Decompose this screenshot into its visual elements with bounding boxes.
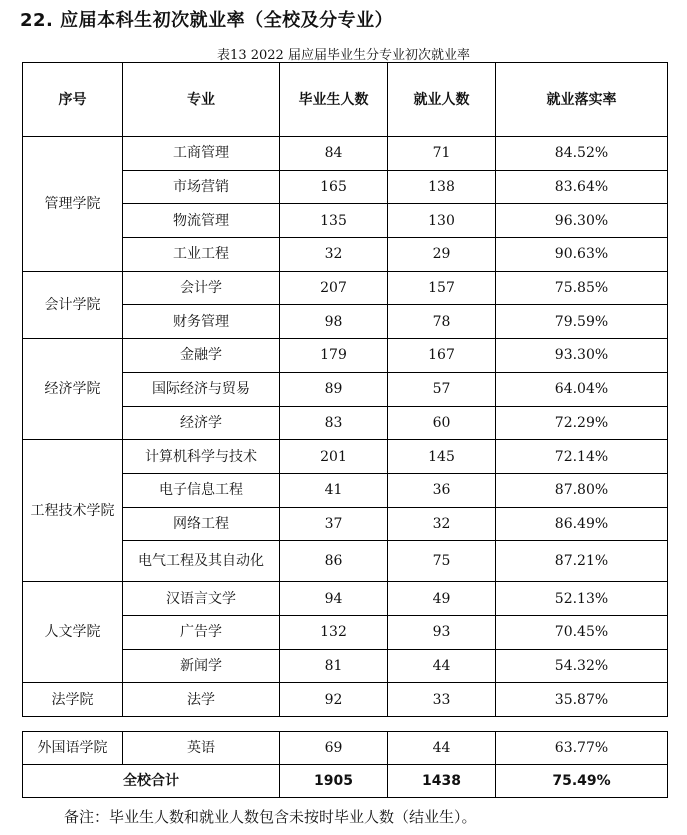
section-heading: 22. 应届本科生初次就业率（全校及分专业） [20,10,394,31]
major-cell: 经济学 [123,406,280,440]
graduates-cell: 98 [280,305,388,339]
summary-table [22,731,668,798]
major-cell: 广告学 [123,615,280,649]
rate-cell: 72.29% [496,406,668,440]
employed-cell: 60 [388,406,496,440]
total-label: 全校合计 [23,765,280,798]
graduates-cell: 89 [280,372,388,406]
rate-cell: 93.30% [496,339,668,373]
employed-cell: 130 [388,204,496,238]
major-cell: 物流管理 [123,204,280,238]
employed-cell: 145 [388,440,496,474]
total-graduates: 1905 [280,765,388,798]
rate-cell: 96.30% [496,204,668,238]
college-cell: 经济学院 [23,339,123,440]
major-cell: 金融学 [123,339,280,373]
rate-cell: 90.63% [496,238,668,272]
footnote: 备注：毕业生人数和就业人数包含未按时毕业人数（结业生）。 [64,808,477,826]
college-cell: 管理学院 [23,137,123,272]
rate-cell: 87.80% [496,473,668,507]
rate-cell: 52.13% [496,582,668,616]
graduates-cell: 135 [280,204,388,238]
major-cell: 电气工程及其自动化 [123,541,280,582]
graduates-cell: 201 [280,440,388,474]
rate-cell: 83.64% [496,170,668,204]
col-header-rate: 就业落实率 [496,63,668,137]
employed-cell: 78 [388,305,496,339]
employed-cell: 33 [388,683,496,717]
table-row [23,732,668,765]
college-cell: 法学院 [23,683,123,717]
graduates-cell: 179 [280,339,388,373]
employed-cell: 36 [388,473,496,507]
graduates-cell: 41 [280,473,388,507]
graduates-cell: 37 [280,507,388,541]
employed-cell: 75 [388,541,496,582]
graduates-cell: 84 [280,137,388,171]
major-cell: 财务管理 [123,305,280,339]
college-cell: 外国语学院 [23,732,123,765]
employed-cell: 57 [388,372,496,406]
major-cell: 新闻学 [123,649,280,683]
header-row [23,63,668,137]
col-header-employed: 就业人数 [388,63,496,137]
graduates-cell: 165 [280,170,388,204]
graduates-cell: 207 [280,271,388,305]
major-cell: 工商管理 [123,137,280,171]
graduates-cell: 81 [280,649,388,683]
employed-cell: 157 [388,271,496,305]
employed-cell: 49 [388,582,496,616]
rate-cell: 75.85% [496,271,668,305]
major-cell: 会计学 [123,271,280,305]
rate-cell: 54.32% [496,649,668,683]
graduates-cell: 83 [280,406,388,440]
table-body [23,137,668,717]
rate-cell: 70.45% [496,615,668,649]
employed-cell: 32 [388,507,496,541]
major-cell: 计算机科学与技术 [123,440,280,474]
employment-table [22,62,668,717]
major-cell: 市场营销 [123,170,280,204]
college-cell: 工程技术学院 [23,440,123,582]
employed-cell: 167 [388,339,496,373]
major-cell: 网络工程 [123,507,280,541]
table-row [23,137,668,171]
employed-cell: 71 [388,137,496,171]
table-row [23,271,668,305]
graduates-cell: 94 [280,582,388,616]
major-cell: 国际经济与贸易 [123,372,280,406]
total-row [23,765,668,798]
rate-cell: 35.87% [496,683,668,717]
rate-cell: 87.21% [496,541,668,582]
total-rate: 75.49% [496,765,668,798]
employed-cell: 29 [388,238,496,272]
col-header-graduates: 毕业生人数 [280,63,388,137]
college-cell: 人文学院 [23,582,123,683]
major-cell: 汉语言文学 [123,582,280,616]
major-cell: 电子信息工程 [123,473,280,507]
total-employed: 1438 [388,765,496,798]
major-cell: 工业工程 [123,238,280,272]
major-cell: 英语 [123,732,280,765]
rate-cell: 64.04% [496,372,668,406]
college-cell: 会计学院 [23,271,123,338]
rate-cell: 63.77% [496,732,668,765]
graduates-cell: 132 [280,615,388,649]
rate-cell: 84.52% [496,137,668,171]
major-cell: 法学 [123,683,280,717]
rate-cell: 79.59% [496,305,668,339]
graduates-cell: 92 [280,683,388,717]
col-header-index: 序号 [23,63,123,137]
graduates-cell: 32 [280,238,388,272]
employed-cell: 93 [388,615,496,649]
table-row [23,339,668,373]
graduates-cell: 69 [280,732,388,765]
rate-cell: 86.49% [496,507,668,541]
table-caption: 表13 2022 届应届毕业生分专业初次就业率 [217,48,470,63]
table-row [23,440,668,474]
table-row [23,582,668,616]
graduates-cell: 86 [280,541,388,582]
employed-cell: 44 [388,649,496,683]
employed-cell: 44 [388,732,496,765]
rate-cell: 72.14% [496,440,668,474]
employed-cell: 138 [388,170,496,204]
table-row [23,683,668,717]
col-header-major: 专业 [123,63,280,137]
